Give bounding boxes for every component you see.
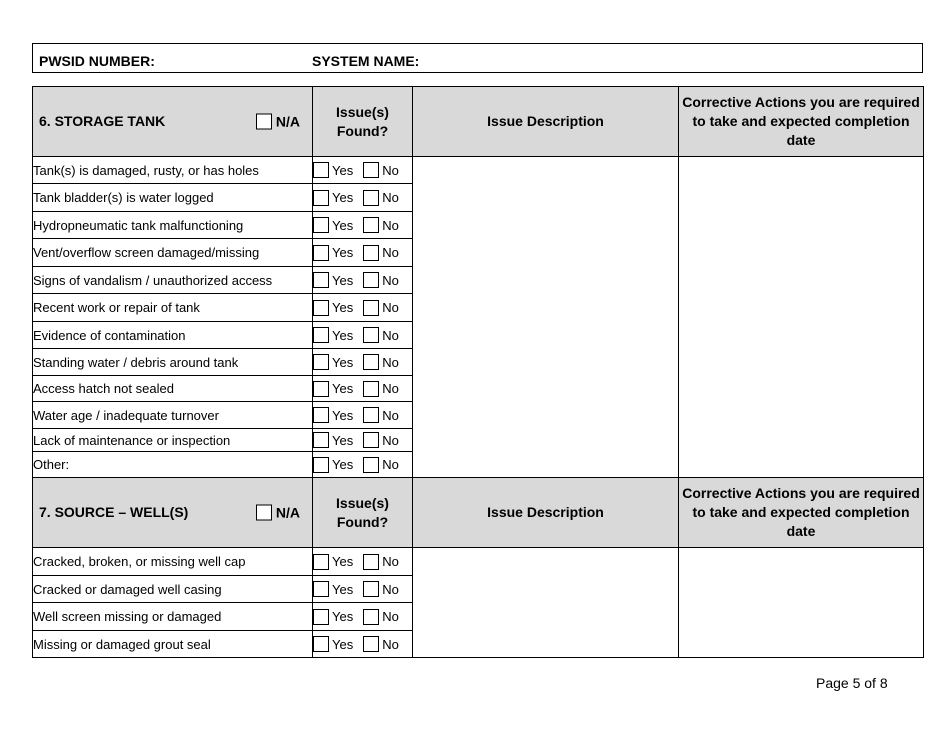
na-option[interactable] (256, 503, 300, 522)
yes-checkbox[interactable] (313, 432, 329, 448)
item-label: Evidence of contamination (33, 322, 313, 349)
yes-label: Yes (332, 457, 354, 473)
section-title (33, 87, 313, 157)
page-number: Page 5 of 8 (816, 675, 888, 691)
yes-label: Yes (332, 581, 354, 597)
no-label: No (382, 554, 399, 570)
yes-label: Yes (332, 245, 354, 261)
yes-no-options (313, 548, 413, 576)
pwsid-label: PWSID NUMBER: (39, 53, 155, 69)
yes-checkbox[interactable] (313, 407, 329, 423)
no-checkbox[interactable] (363, 190, 379, 206)
yes-no-options (313, 402, 413, 429)
corrective-actions-header: Corrective Actions you are required to take and expected completion date (679, 478, 924, 548)
na-label: N/A (275, 113, 300, 129)
no-checkbox[interactable] (363, 245, 379, 261)
yes-no-options (313, 184, 413, 212)
issues-found-header: Issue(s) Found? (313, 478, 413, 548)
yes-label: Yes (332, 300, 354, 316)
na-checkbox[interactable] (256, 114, 272, 130)
section-title (33, 478, 313, 548)
yes-label: Yes (332, 381, 354, 397)
yes-checkbox[interactable] (313, 327, 329, 343)
yes-no-options (313, 576, 413, 603)
yes-checkbox[interactable] (313, 272, 329, 288)
yes-no-options (313, 603, 413, 631)
no-checkbox[interactable] (363, 407, 379, 423)
issue-description-field[interactable] (413, 548, 679, 658)
yes-no-options (313, 376, 413, 402)
item-label: Tank bladder(s) is water logged (33, 184, 313, 212)
item-label: Access hatch not sealed (33, 376, 313, 402)
item-label: Signs of vandalism / unauthorized access (33, 267, 313, 294)
yes-label: Yes (332, 432, 354, 448)
yes-checkbox[interactable] (313, 354, 329, 370)
no-checkbox[interactable] (363, 300, 379, 316)
yes-checkbox[interactable] (313, 554, 329, 570)
issue-description-header: Issue Description (413, 478, 679, 548)
section-title-text: 7. SOURCE – WELL(S) (39, 504, 189, 520)
no-checkbox[interactable] (363, 217, 379, 233)
table-row (33, 548, 924, 576)
yes-checkbox[interactable] (313, 190, 329, 206)
yes-checkbox[interactable] (313, 245, 329, 261)
yes-no-options (313, 322, 413, 349)
item-label: Water age / inadequate turnover (33, 402, 313, 429)
yes-checkbox[interactable] (313, 636, 329, 652)
no-checkbox[interactable] (363, 432, 379, 448)
yes-no-options (313, 349, 413, 376)
no-checkbox[interactable] (363, 581, 379, 597)
no-checkbox[interactable] (363, 554, 379, 570)
yes-label: Yes (332, 554, 354, 570)
section-header-row (33, 87, 924, 157)
item-label: Tank(s) is damaged, rusty, or has holes (33, 157, 313, 184)
yes-checkbox[interactable] (313, 300, 329, 316)
no-label: No (382, 245, 399, 261)
yes-no-options (313, 452, 413, 478)
yes-no-options (313, 239, 413, 267)
yes-label: Yes (332, 327, 354, 343)
no-label: No (382, 581, 399, 597)
item-label: Other: (33, 452, 313, 478)
item-label: Hydropneumatic tank malfunctioning (33, 212, 313, 239)
yes-label: Yes (332, 190, 354, 206)
item-label: Vent/overflow screen damaged/missing (33, 239, 313, 267)
no-label: No (382, 609, 399, 625)
table-row (33, 157, 924, 184)
yes-checkbox[interactable] (313, 381, 329, 397)
na-option[interactable] (256, 112, 300, 131)
no-label: No (382, 354, 399, 370)
no-label: No (382, 327, 399, 343)
yes-no-options (313, 267, 413, 294)
item-label: Well screen missing or damaged (33, 603, 313, 631)
yes-checkbox[interactable] (313, 217, 329, 233)
item-label: Cracked, broken, or missing well cap (33, 548, 313, 576)
no-checkbox[interactable] (363, 636, 379, 652)
no-label: No (382, 636, 399, 652)
no-label: No (382, 432, 399, 448)
yes-checkbox[interactable] (313, 609, 329, 625)
item-label: Recent work or repair of tank (33, 294, 313, 322)
section-title-text: 6. STORAGE TANK (39, 113, 166, 129)
no-checkbox[interactable] (363, 354, 379, 370)
yes-no-options (313, 212, 413, 239)
no-label: No (382, 381, 399, 397)
no-label: No (382, 457, 399, 473)
na-label: N/A (275, 504, 300, 520)
na-checkbox[interactable] (256, 505, 272, 521)
inspection-form-table (32, 86, 924, 658)
yes-no-options (313, 157, 413, 184)
yes-checkbox[interactable] (313, 162, 329, 178)
no-checkbox[interactable] (363, 381, 379, 397)
no-label: No (382, 162, 399, 178)
no-label: No (382, 217, 399, 233)
yes-label: Yes (332, 217, 354, 233)
yes-label: Yes (332, 354, 354, 370)
item-label: Missing or damaged grout seal (33, 631, 313, 658)
corrective-actions-header: Corrective Actions you are required to take and expected completion date (679, 87, 924, 157)
no-label: No (382, 272, 399, 288)
yes-no-options (313, 429, 413, 452)
no-checkbox[interactable] (363, 162, 379, 178)
yes-label: Yes (332, 609, 354, 625)
yes-label: Yes (332, 636, 354, 652)
no-label: No (382, 190, 399, 206)
yes-no-options (313, 294, 413, 322)
yes-label: Yes (332, 407, 354, 423)
item-label: Standing water / debris around tank (33, 349, 313, 376)
yes-checkbox[interactable] (313, 457, 329, 473)
corrective-actions-field[interactable] (679, 548, 924, 658)
corrective-actions-field[interactable] (679, 157, 924, 478)
item-label: Cracked or damaged well casing (33, 576, 313, 603)
no-checkbox[interactable] (363, 609, 379, 625)
yes-label: Yes (332, 272, 354, 288)
no-label: No (382, 407, 399, 423)
no-checkbox[interactable] (363, 327, 379, 343)
issue-description-field[interactable] (413, 157, 679, 478)
item-label: Lack of maintenance or inspection (33, 429, 313, 452)
system-info-header (32, 43, 923, 73)
issues-found-header: Issue(s) Found? (313, 87, 413, 157)
no-label: No (382, 300, 399, 316)
no-checkbox[interactable] (363, 272, 379, 288)
issue-description-header: Issue Description (413, 87, 679, 157)
yes-checkbox[interactable] (313, 581, 329, 597)
section-header-row (33, 478, 924, 548)
system-name-label: SYSTEM NAME: (312, 53, 420, 69)
yes-label: Yes (332, 162, 354, 178)
yes-no-options (313, 631, 413, 658)
no-checkbox[interactable] (363, 457, 379, 473)
